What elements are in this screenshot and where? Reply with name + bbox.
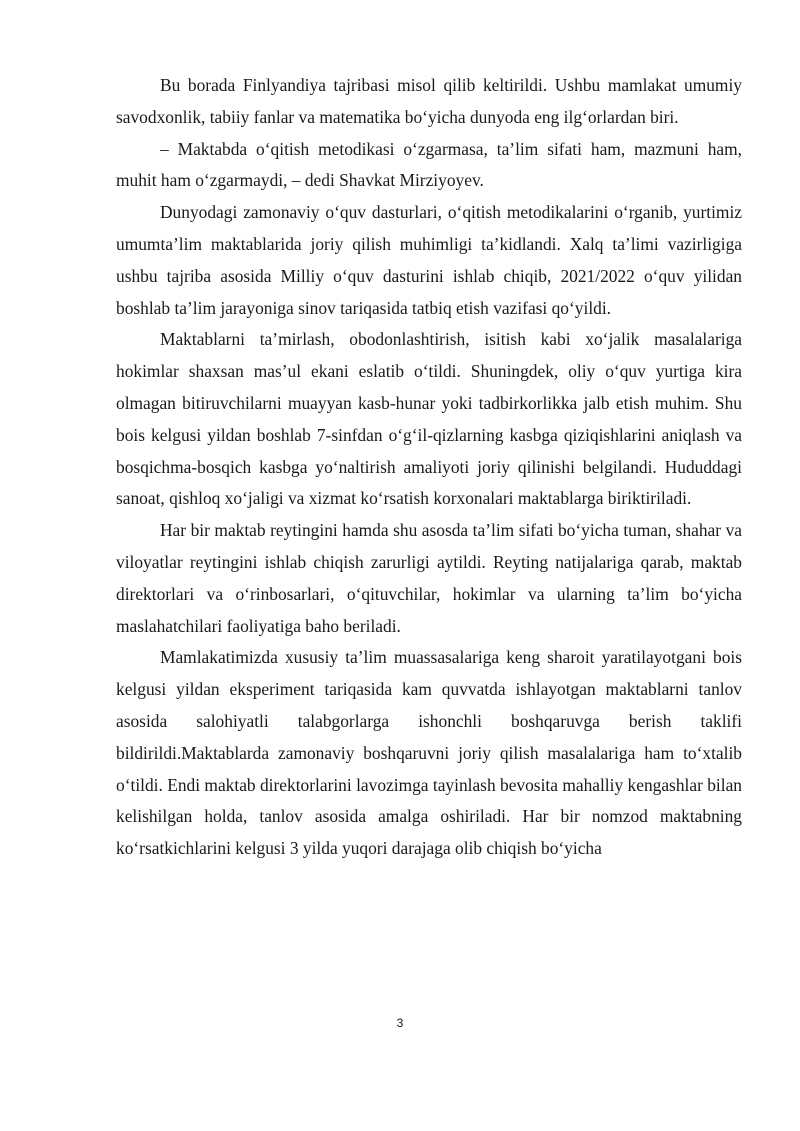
page-body <box>116 70 742 865</box>
paragraph-quote: – Maktabda o‘qitish metodikasi o‘zgarmasa, ta’lim sifati ham, mazmuni ham, muhit ham o‘zgarmaydi, – dedi Shavkat Mirziyoyev. <box>116 138 742 191</box>
paragraph-curriculum: Dunyodagi zamonaviy o‘quv dasturlari, o‘qitish metodikalarini o‘rganib, yurtimiz umumta’lim maktablarida joriy qilish muhimligi ta’kidlandi. Xalq ta’limi vazirligiga ushbu tajriba asosida Milliy o‘quv dasturini ishlab chiqib, 2021/2022 o‘quv yilidan boshlab ta’lim jarayoniga sinov tariqasida tatbiq etish vazifasi qo‘yildi. <box>116 202 742 318</box>
paragraph-finland-example: Bu borada Finlyandiya tajribasi misol qilib keltirildi. Ushbu mamlakat umumiy savodxonlik, tabiiy fanlar va matematika bo‘yicha dunyoda eng ilg‘orlardan biri. <box>116 75 742 127</box>
paragraph-school-repair: Maktablarni ta’mirlash, obodonlashtirish, isitish kabi xo‘jalik masalalariga hokimlar shaxsan mas’ul ekani eslatib o‘tildi. Shuningdek, oliy o‘quv yurtiga kira olmagan bitiruvchilarni muayyan kasb-hunar yoki tadbirkorlikka jalb etish muhim. Shu bois kelgusi yildan boshlab 7-sinfdan o‘g‘il-qizlarning kasbga qiziqishlarini aniqlash va bosqichma-bosqich kasbga yo‘naltirish amaliyoti joriy qilinishi belgilandi. Hududdagi sanoat, qishloq xo‘jaligi va xizmat ko‘rsatish korxonalari maktablarga biriktiriladi. <box>116 329 742 509</box>
page-number: 3 <box>396 1016 404 1030</box>
paragraph-school-rating: Har bir maktab reytingini hamda shu asosda ta’lim sifati bo‘yicha tuman, shahar va viloyatlar reytingini ishlab chiqish zarurligi aytildi. Reyting natijalariga qarab, maktab direktorlari va o‘rinbosarlari, o‘qituvchilar, hokimlar va ularning ta’lim bo‘yicha maslahatchilari faoliyatiga baho beriladi. <box>116 520 742 636</box>
paragraph-private-education: Mamlakatimizda xususiy ta’lim muassasalariga keng sharoit yaratilayotgani bois kelgusi yildan eksperiment tariqasida kam quvvatda ishlayotgan maktablarni tanlov asosida salohiyatli talabgorlarga ishonchli boshqaruvga berish taklifi bildirildi.Maktablarda zamonaviy boshqaruvni joriy qilish masalalariga ham to‘xtalib o‘tildi. Endi maktab direktorlarini lavozimga tayinlash bevosita mahalliy kengashlar bilan kelishilgan holda, tanlov asosida amalga oshiriladi. Har bir nomzod maktabning ko‘rsatkichlarini kelgusi 3 yilda yuqori darajaga olib chiqish bo‘yicha <box>116 647 742 859</box>
